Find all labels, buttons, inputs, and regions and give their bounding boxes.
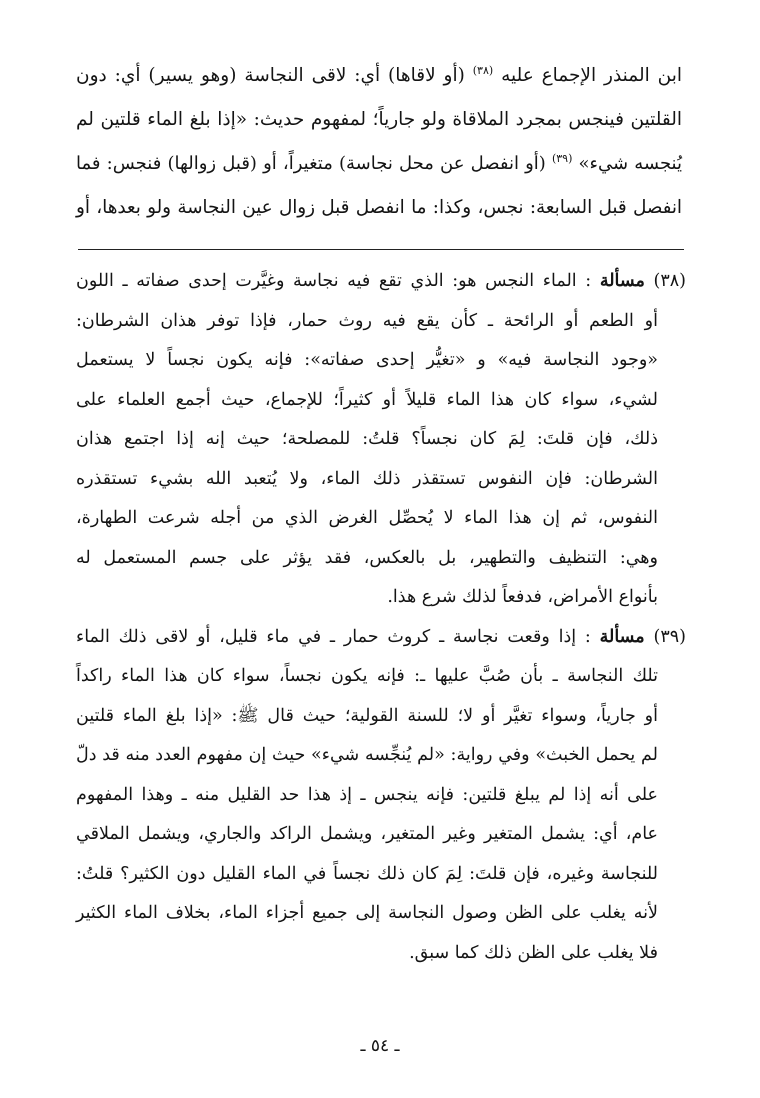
footnote-ref-38: (٣٨) xyxy=(472,63,494,77)
footnote-keyword: مسألة xyxy=(599,626,645,647)
footnote-line: أو جارياً، وسواء تغيَّر أو لا؛ للسنة القولية؛ حيث قال ﷺ: «إذا بلغ الماء قلتين xyxy=(76,705,658,726)
page-number: ـ ٥٤ ـ xyxy=(360,1036,400,1056)
footnote-line: عام، أي: يشمل المتغير وغير المتغير، ويشمل الراكد والجاري، ويشمل الملاقي xyxy=(76,824,658,844)
footnote-number: (٣٨) xyxy=(653,271,686,291)
footnote-line: «وجود النجاسة فيه» و «تغيُّر إحدى صفاته»: فإنه يكون نجساً لا يستعمل xyxy=(76,350,658,370)
footnote-ref-39: (٣٩) xyxy=(551,152,573,165)
footnote-line: الشرطان: فإن النفوس تستقذر ذلك الماء، ولا يُتعبد الله بشيء تستقذره xyxy=(76,468,658,489)
footnote-keyword: مسألة xyxy=(599,271,645,291)
footnote-line: على أنه إذا لم يبلغ قلتين: فإنه ينجس ـ إذ هذا حد القليل منه ـ وهذا المفهوم xyxy=(76,784,658,805)
main-line-4: انفصل قبل السابعة: نجس، وكذا: ما انفصل قبل زوال عين النجاسة ولو بعدها، أو xyxy=(76,197,682,218)
footnote-line: بأنواع الأمراض، فدفعاً لذلك شرع هذا. xyxy=(387,587,658,607)
footnote-line: لم يحمل الخبث» وفي رواية: «لم يُنجِّسه شيء» حيث إن مفهوم العدد منه قد دلّ xyxy=(76,745,658,765)
footnote-line: النفوس، ثم إن هذا الماء لا يُحصِّل الغرض الذي من أجله شرعت الطهارة، xyxy=(76,508,658,528)
footnote-38 xyxy=(76,262,686,618)
footnote-line: لشيء، سواء كان هذا الماء قليلاً أو كثيراً؛ للإجماع، حيث أجمع العلماء على xyxy=(76,389,658,410)
footnote-line: ذلك، فإن قلتَ: لِمَ كان نجساً؟ قلتُ: للمصلحة؛ حيث إنه إذا اجتمع هذان xyxy=(76,429,658,449)
footnote-line: (٣٨) مسألة : الماء النجس هو: الذي تقع فيه نجاسة وغيَّرت إحدى صفاته ـ اللون xyxy=(76,271,686,291)
footnote-separator xyxy=(78,249,684,250)
footnote-line: فلا يغلب على الظن ذلك كما سبق. xyxy=(409,942,658,963)
footnote-line: تلك النجاسة ـ بأن صُبَّ عليها ـ: فإنه يكون نجساً، سواء كان هذا الماء راكداً xyxy=(76,666,658,686)
footnote-line: (٣٩) مسألة : إذا وقعت نجاسة ـ كروث حمار ـ في ماء قليل، أو لاقى ذلك الماء xyxy=(76,626,686,647)
main-text xyxy=(76,54,682,230)
footnote-line: للنجاسة وغيره، فإن قلتَ: لِمَ كان ذلك نجساً في الماء القليل دون الكثير؟ قلتُ: xyxy=(76,863,658,884)
footnote-line: أو الطعم أو الرائحة ـ كأن يقع فيه روث حمار، فإذا توفر هذان الشرطان: xyxy=(76,310,658,331)
footnote-line: وهي: التنظيف والتطهير، بل بالعكس، فقد يؤثر على جسم المستعمل له xyxy=(76,547,658,568)
footnotes xyxy=(76,262,686,973)
main-line-2: القلتين فينجس بمجرد الملاقاة ولو جارياً؛ لمفهوم حديث: «إذا بلغ الماء قلتين لم xyxy=(76,109,682,130)
footnote-39 xyxy=(76,618,686,974)
footnote-number: (٣٩) xyxy=(653,626,686,647)
main-line-3: يُنجسه شيء» $^{(٣٩)}$ (أو انفصل عن محل نجاسة) متغيراً، أو (قبل زوالها) فنجس: فما xyxy=(76,152,682,174)
main-line-1: ابن المنذر الإجماع عليه $^{(٣٨)}$ (أو لاقاها) أي: لاقى النجاسة (وهو يسير) أي: دون xyxy=(76,63,682,86)
footnote-line: لأنه يغلب على الظن وصول النجاسة إلى جميع أجزاء الماء، بخلاف الماء الكثير xyxy=(76,903,658,923)
